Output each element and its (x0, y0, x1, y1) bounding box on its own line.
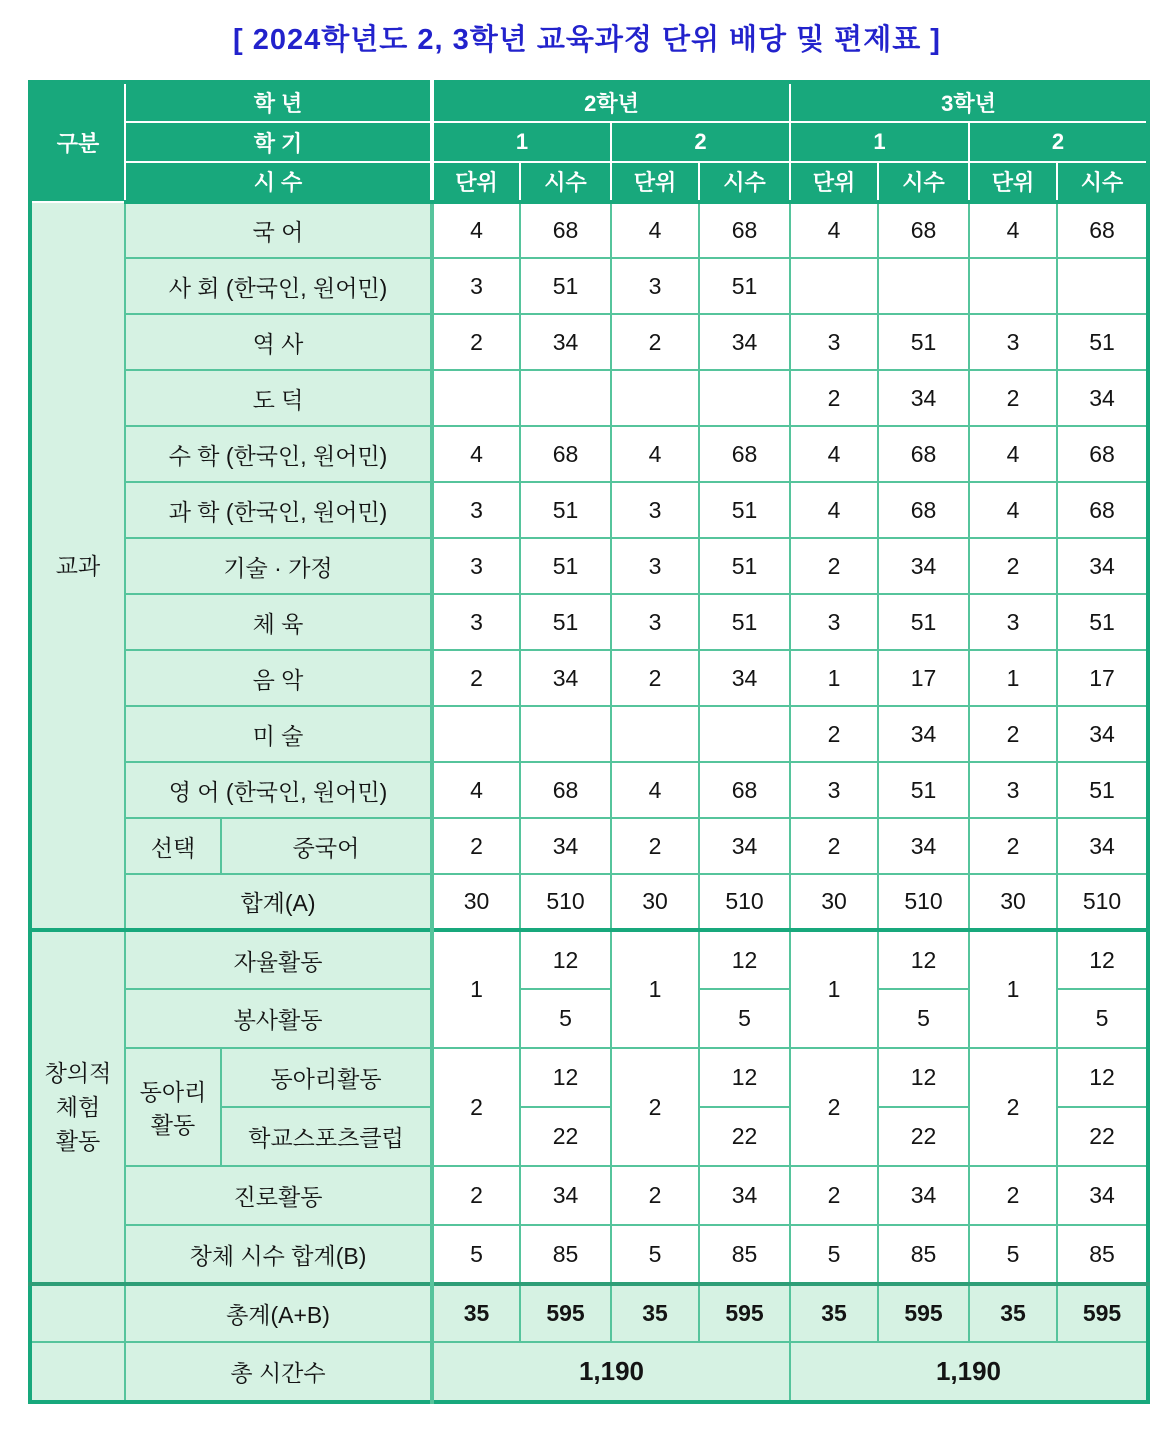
hours-value (1057, 258, 1148, 314)
table-row (30, 538, 1148, 594)
hours-value: 34 (1057, 818, 1148, 874)
hours-value: 17 (878, 650, 969, 706)
unit-value: 35 (790, 1284, 878, 1342)
hours-value: 51 (1057, 314, 1148, 370)
unit-value: 2 (611, 314, 699, 370)
subjects-group-label: 교과 (30, 202, 125, 930)
header-semester-label: 학 기 (125, 122, 432, 162)
hours-value: 12 (520, 930, 611, 989)
unit-value: 30 (611, 874, 699, 930)
hours-value: 34 (699, 314, 790, 370)
unit-value: 4 (790, 202, 878, 258)
hours-value (520, 370, 611, 426)
subject-label: 체 육 (125, 594, 432, 650)
table-row-total-hours (30, 1342, 1148, 1402)
unit-value: 2 (790, 370, 878, 426)
header-grade-label: 학 년 (125, 82, 432, 122)
table-row-club (30, 1048, 1148, 1107)
unit-value: 30 (790, 874, 878, 930)
unit-value: 1 (432, 930, 520, 1048)
unit-value: 2 (611, 818, 699, 874)
header-semester-cell: 2 (969, 122, 1148, 162)
header-unit-col: 단위 (432, 162, 520, 202)
hours-value: 17 (1057, 650, 1148, 706)
hours-value: 34 (1057, 1166, 1148, 1225)
page-title: [ 2024학년도 2, 3학년 교육과정 단위 배당 및 편제표 ] (233, 24, 941, 56)
unit-value (969, 258, 1057, 314)
total-hours-grade2: 1,190 (432, 1342, 790, 1402)
header-unit-col: 단위 (969, 162, 1057, 202)
subject-label: 미 술 (125, 706, 432, 762)
header-hours-col: 시수 (699, 162, 790, 202)
table-row (30, 650, 1148, 706)
hours-value: 51 (699, 482, 790, 538)
unit-value: 35 (611, 1284, 699, 1342)
unit-value: 4 (432, 426, 520, 482)
table-row-autonomy (30, 930, 1148, 989)
hours-value: 595 (878, 1284, 969, 1342)
table-row-career (30, 1166, 1148, 1225)
hours-value: 51 (878, 594, 969, 650)
footer-corner-cell (30, 1284, 125, 1342)
hours-value: 51 (878, 314, 969, 370)
header-unit-col: 단위 (611, 162, 699, 202)
activity-label: 자율활동 (125, 930, 432, 989)
header-hours-label: 시 수 (125, 162, 432, 202)
unit-value: 4 (969, 202, 1057, 258)
unit-value: 4 (432, 202, 520, 258)
header-semester-cell: 2 (611, 122, 790, 162)
hours-value: 5 (699, 989, 790, 1048)
unit-value: 4 (790, 426, 878, 482)
unit-value (611, 370, 699, 426)
hours-value: 12 (878, 1048, 969, 1107)
subject-label: 영 어 (한국인, 원어민) (125, 762, 432, 818)
unit-value: 3 (969, 762, 1057, 818)
unit-value: 3 (611, 594, 699, 650)
hours-value: 12 (1057, 1048, 1148, 1107)
table-row-grand-total (30, 1284, 1148, 1342)
header-semester-cell: 1 (432, 122, 611, 162)
hours-value: 34 (520, 818, 611, 874)
unit-value: 4 (611, 762, 699, 818)
hours-value: 68 (878, 426, 969, 482)
subtotal-b-label: 창체 시수 합계(B) (125, 1225, 432, 1284)
unit-value: 3 (790, 594, 878, 650)
elective-category-label: 선택 (125, 818, 221, 874)
club-group-label (125, 1048, 221, 1166)
unit-value: 4 (432, 762, 520, 818)
unit-value: 3 (432, 538, 520, 594)
header-semester-cell: 1 (790, 122, 969, 162)
unit-value: 3 (611, 538, 699, 594)
hours-value: 51 (878, 762, 969, 818)
unit-value: 2 (790, 1048, 878, 1166)
total-hours-grade3: 1,190 (790, 1342, 1148, 1402)
hours-value (699, 706, 790, 762)
creative-group-line: 체험 (55, 1094, 101, 1120)
hours-value: 34 (520, 650, 611, 706)
header-hours-col: 시수 (878, 162, 969, 202)
activity-label: 진로활동 (125, 1166, 432, 1225)
unit-value: 5 (432, 1225, 520, 1284)
unit-value: 4 (969, 482, 1057, 538)
header-hours-col: 시수 (520, 162, 611, 202)
curriculum-table (28, 80, 1150, 1404)
hours-value: 68 (699, 202, 790, 258)
unit-value: 1 (790, 930, 878, 1048)
hours-value: 51 (520, 258, 611, 314)
table-row (30, 314, 1148, 370)
hours-value: 34 (878, 370, 969, 426)
hours-value: 12 (878, 930, 969, 989)
unit-value (611, 706, 699, 762)
unit-value: 1 (790, 650, 878, 706)
hours-value: 12 (699, 930, 790, 989)
unit-value: 3 (611, 482, 699, 538)
unit-value: 3 (790, 314, 878, 370)
unit-value: 1 (969, 930, 1057, 1048)
hours-value: 5 (878, 989, 969, 1048)
table-row (30, 202, 1148, 258)
hours-value: 85 (699, 1225, 790, 1284)
hours-value: 595 (699, 1284, 790, 1342)
hours-value: 51 (1057, 762, 1148, 818)
hours-value: 22 (878, 1107, 969, 1166)
unit-value: 2 (432, 1048, 520, 1166)
subject-label: 음 악 (125, 650, 432, 706)
footer-corner-cell (30, 1342, 125, 1402)
unit-value: 2 (611, 1048, 699, 1166)
header-unit-col: 단위 (790, 162, 878, 202)
total-hours-label: 총 시간수 (125, 1342, 432, 1402)
club-group-line: 활동 (150, 1112, 196, 1138)
hours-value: 68 (520, 762, 611, 818)
unit-value: 3 (432, 258, 520, 314)
hours-value: 22 (520, 1107, 611, 1166)
table-row-elective (30, 818, 1148, 874)
unit-value (790, 258, 878, 314)
hours-value: 51 (520, 538, 611, 594)
unit-value: 2 (611, 650, 699, 706)
hours-value: 510 (520, 874, 611, 930)
unit-value: 3 (611, 258, 699, 314)
table-row-subtotal-a (30, 874, 1148, 930)
hours-value: 12 (699, 1048, 790, 1107)
unit-value: 2 (432, 650, 520, 706)
subtotal-a-label: 합계(A) (125, 874, 432, 930)
hours-value: 51 (520, 594, 611, 650)
header-grade-2: 2학년 (432, 82, 790, 122)
unit-value: 2 (969, 706, 1057, 762)
hours-value: 34 (520, 1166, 611, 1225)
hours-value: 68 (1057, 482, 1148, 538)
header-gubun: 구분 (30, 82, 125, 202)
hours-value: 68 (699, 426, 790, 482)
hours-value: 68 (878, 202, 969, 258)
subject-label: 역 사 (125, 314, 432, 370)
unit-value: 3 (790, 762, 878, 818)
unit-value: 4 (969, 426, 1057, 482)
hours-value: 34 (520, 314, 611, 370)
hours-value (878, 258, 969, 314)
unit-value: 2 (432, 818, 520, 874)
hours-value: 68 (1057, 426, 1148, 482)
unit-value: 1 (611, 930, 699, 1048)
subject-label: 과 학 (한국인, 원어민) (125, 482, 432, 538)
table-row (30, 594, 1148, 650)
unit-value: 2 (790, 538, 878, 594)
hours-value: 51 (699, 538, 790, 594)
subject-label: 국 어 (125, 202, 432, 258)
elective-subject-label: 중국어 (221, 818, 432, 874)
header-hours-col: 시수 (1057, 162, 1148, 202)
unit-value: 5 (969, 1225, 1057, 1284)
hours-value (699, 370, 790, 426)
club-group-line: 동아리 (139, 1079, 207, 1105)
table-row-subtotal-b (30, 1225, 1148, 1284)
hours-value: 34 (878, 818, 969, 874)
unit-value: 2 (969, 818, 1057, 874)
header-grade-3: 3학년 (790, 82, 1148, 122)
hours-value: 22 (1057, 1107, 1148, 1166)
unit-value: 4 (611, 202, 699, 258)
unit-value: 2 (790, 706, 878, 762)
hours-value: 85 (520, 1225, 611, 1284)
unit-value: 3 (432, 482, 520, 538)
hours-value: 595 (520, 1284, 611, 1342)
table-row (30, 426, 1148, 482)
hours-value: 51 (699, 594, 790, 650)
subject-label: 수 학 (한국인, 원어민) (125, 426, 432, 482)
activity-label: 봉사활동 (125, 989, 432, 1048)
header-row-columns (30, 162, 1148, 202)
table-row (30, 762, 1148, 818)
hours-value: 5 (1057, 989, 1148, 1048)
creative-group-label (30, 930, 125, 1284)
unit-value: 5 (790, 1225, 878, 1284)
hours-value: 85 (1057, 1225, 1148, 1284)
unit-value: 3 (969, 314, 1057, 370)
hours-value: 34 (1057, 538, 1148, 594)
hours-value: 51 (520, 482, 611, 538)
hours-value: 5 (520, 989, 611, 1048)
hours-value: 51 (699, 258, 790, 314)
hours-value: 34 (699, 1166, 790, 1225)
unit-value (432, 706, 520, 762)
table-row (30, 482, 1148, 538)
hours-value: 34 (1057, 706, 1148, 762)
unit-value: 2 (432, 314, 520, 370)
grand-total-label: 총계(A+B) (125, 1284, 432, 1342)
hours-value: 68 (1057, 202, 1148, 258)
hours-value: 22 (699, 1107, 790, 1166)
unit-value: 2 (969, 1048, 1057, 1166)
hours-value: 34 (1057, 370, 1148, 426)
unit-value: 2 (790, 1166, 878, 1225)
table-row (30, 258, 1148, 314)
hours-value: 68 (878, 482, 969, 538)
hours-value: 68 (520, 426, 611, 482)
hours-value: 34 (878, 538, 969, 594)
unit-value: 2 (790, 818, 878, 874)
hours-value: 85 (878, 1225, 969, 1284)
unit-value: 2 (432, 1166, 520, 1225)
hours-value: 68 (699, 762, 790, 818)
unit-value: 4 (611, 426, 699, 482)
unit-value: 3 (969, 594, 1057, 650)
table-row (30, 370, 1148, 426)
hours-value: 12 (1057, 930, 1148, 989)
unit-value: 2 (611, 1166, 699, 1225)
unit-value: 2 (969, 1166, 1057, 1225)
activity-label: 동아리활동 (221, 1048, 432, 1107)
subject-label: 도 덕 (125, 370, 432, 426)
unit-value: 2 (969, 370, 1057, 426)
table-row (30, 706, 1148, 762)
subject-label: 기술 · 가정 (125, 538, 432, 594)
unit-value: 35 (432, 1284, 520, 1342)
subject-label: 사 회 (한국인, 원어민) (125, 258, 432, 314)
unit-value: 2 (969, 538, 1057, 594)
creative-group-line: 창의적 (44, 1060, 112, 1086)
hours-value: 595 (1057, 1284, 1148, 1342)
hours-value: 34 (699, 818, 790, 874)
hours-value: 68 (520, 202, 611, 258)
hours-value: 510 (699, 874, 790, 930)
hours-value: 12 (520, 1048, 611, 1107)
hours-value (520, 706, 611, 762)
hours-value: 34 (699, 650, 790, 706)
unit-value: 30 (432, 874, 520, 930)
hours-value: 510 (1057, 874, 1148, 930)
unit-value: 3 (432, 594, 520, 650)
unit-value: 4 (790, 482, 878, 538)
header-row-grade (30, 82, 1148, 122)
header-row-semester (30, 122, 1148, 162)
unit-value: 35 (969, 1284, 1057, 1342)
hours-value: 34 (878, 706, 969, 762)
unit-value (432, 370, 520, 426)
unit-value: 30 (969, 874, 1057, 930)
activity-label: 학교스포츠클럽 (221, 1107, 432, 1166)
hours-value: 34 (878, 1166, 969, 1225)
hours-value: 510 (878, 874, 969, 930)
creative-group-line: 활동 (55, 1128, 101, 1154)
hours-value: 51 (1057, 594, 1148, 650)
unit-value: 1 (969, 650, 1057, 706)
unit-value: 5 (611, 1225, 699, 1284)
